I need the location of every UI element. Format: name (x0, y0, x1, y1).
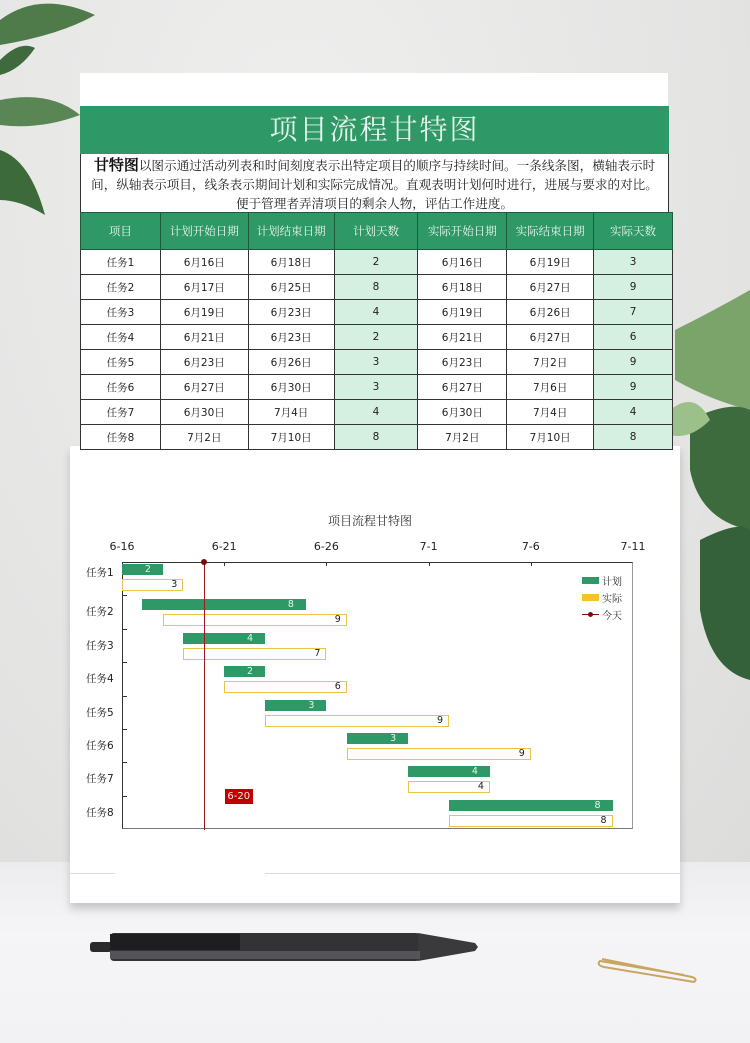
table-cell: 4 (334, 300, 418, 325)
x-tick-label: 6-21 (211, 540, 237, 553)
header-cell: 计划天数 (334, 213, 418, 250)
table-cell: 任务8 (81, 425, 161, 450)
table-cell: 6月26日 (507, 300, 594, 325)
table-cell: 6月30日 (418, 400, 507, 425)
plan-swatch-icon (582, 577, 599, 584)
table-cell: 8 (594, 425, 673, 450)
x-tick-label: 7-11 (620, 540, 646, 553)
table-cell: 任务4 (81, 325, 161, 350)
table-row (81, 250, 673, 275)
x-tick-mark (224, 562, 225, 566)
table-cell: 2 (334, 250, 418, 275)
table-cell: 9 (594, 350, 673, 375)
table-cell: 6月27日 (418, 375, 507, 400)
table-cell: 7 (594, 300, 673, 325)
plan-bar: 4 (408, 766, 490, 777)
table-row (81, 325, 673, 350)
table-row (81, 350, 673, 375)
plan-bar: 2 (122, 564, 163, 575)
header-cell: 实际结束日期 (507, 213, 594, 250)
actual-bar: 7 (183, 648, 326, 660)
plant-right-icon (670, 290, 750, 710)
divider (70, 873, 115, 874)
table-cell: 3 (594, 250, 673, 275)
table-row (81, 425, 673, 450)
actual-bar: 9 (347, 748, 531, 760)
y-axis-label: 任务7 (86, 773, 114, 786)
actual-bar: 9 (163, 614, 347, 626)
table-cell: 4 (334, 400, 418, 425)
gantt-chart (80, 500, 660, 840)
y-tick-mark (122, 629, 127, 630)
table-cell: 6月18日 (418, 275, 507, 300)
table-cell: 6月30日 (248, 375, 334, 400)
x-tick-label: 6-16 (109, 540, 135, 553)
table-cell: 任务3 (81, 300, 161, 325)
plan-bar: 2 (224, 666, 265, 677)
y-axis-label: 任务5 (86, 706, 114, 719)
table-cell: 任务2 (81, 275, 161, 300)
y-axis-label: 任务1 (86, 567, 114, 579)
x-tick-label: 7-1 (419, 540, 438, 553)
y-tick-mark (122, 762, 127, 763)
pen-icon (90, 930, 480, 964)
table-cell: 6 (594, 325, 673, 350)
table-cell: 6月27日 (507, 325, 594, 350)
table-cell: 7月6日 (507, 375, 594, 400)
table-cell: 6月16日 (418, 250, 507, 275)
table-cell: 3 (334, 375, 418, 400)
today-line (204, 562, 205, 830)
y-tick-mark (122, 595, 127, 596)
x-tick-mark (531, 562, 532, 566)
table-cell: 8 (334, 275, 418, 300)
table-cell: 9 (594, 275, 673, 300)
today-label: 6-20 (225, 789, 253, 804)
legend-item-today: 今天 (582, 606, 622, 623)
table-cell: 6月17日 (160, 275, 248, 300)
y-axis-label: 任务8 (86, 806, 114, 819)
paperclip-icon (594, 955, 698, 983)
task-table (80, 212, 673, 450)
actual-bar: 9 (265, 715, 449, 727)
x-tick-mark (429, 562, 430, 566)
table-cell: 3 (334, 350, 418, 375)
y-axis-label: 任务2 (86, 606, 114, 619)
y-tick-mark (122, 696, 127, 697)
chart-legend (582, 572, 622, 623)
table-cell: 6月23日 (160, 350, 248, 375)
description-bold: 甘特图 (93, 156, 139, 174)
header-cell: 计划结束日期 (248, 213, 334, 250)
table-cell: 6月21日 (160, 325, 248, 350)
table-cell: 6月23日 (248, 325, 334, 350)
table-cell: 2 (334, 325, 418, 350)
plan-bar: 3 (265, 700, 326, 711)
actual-bar: 6 (224, 681, 347, 693)
table-row (81, 400, 673, 425)
x-tick-mark (326, 562, 327, 566)
plan-bar: 8 (449, 800, 613, 811)
y-axis-label: 任务4 (86, 673, 114, 686)
y-tick-mark (122, 662, 127, 663)
table-cell: 7月10日 (248, 425, 334, 450)
chart-title: 项目流程甘特图 (327, 514, 412, 528)
header-cell: 计划开始日期 (160, 213, 248, 250)
x-tick-label: 7-6 (521, 540, 540, 553)
table-cell: 6月21日 (418, 325, 507, 350)
table-cell: 6月23日 (248, 300, 334, 325)
y-axis-label: 任务6 (86, 739, 114, 752)
plan-bar: 8 (142, 599, 306, 610)
description-text: 以图示通过活动列表和时间刻度表示出特定项目的顺序与持续时间。一条线条图，横轴表示时间，纵轴表示项目，线条表示期间计划和实际完成情况。直观表明计划何时进行，进展与要求的对比。便于管理者弄清项目的剩余人物，评估工作进度。 (91, 158, 658, 211)
table-cell: 任务5 (81, 350, 161, 375)
header-cell: 实际开始日期 (418, 213, 507, 250)
table-cell: 4 (594, 400, 673, 425)
table-cell: 6月19日 (160, 300, 248, 325)
table-cell: 任务6 (81, 375, 161, 400)
table-cell: 6月19日 (507, 250, 594, 275)
table-cell: 7月4日 (248, 400, 334, 425)
today-marker-icon (582, 614, 599, 615)
table-cell: 6月18日 (248, 250, 334, 275)
table-row (81, 275, 673, 300)
table-cell: 7月2日 (418, 425, 507, 450)
table-cell: 9 (594, 375, 673, 400)
table-cell: 8 (334, 425, 418, 450)
table-cell: 6月19日 (418, 300, 507, 325)
table-cell: 6月30日 (160, 400, 248, 425)
y-tick-mark (122, 729, 127, 730)
table-cell: 7月10日 (507, 425, 594, 450)
table-cell: 6月27日 (160, 375, 248, 400)
actual-swatch-icon (582, 594, 599, 601)
table-cell: 6月26日 (248, 350, 334, 375)
table-cell: 任务1 (81, 250, 161, 275)
y-tick-mark (122, 796, 127, 797)
table-cell: 7月2日 (507, 350, 594, 375)
divider (265, 873, 680, 874)
actual-bar: 8 (449, 815, 613, 827)
description (80, 154, 669, 212)
x-tick-label: 6-26 (313, 540, 339, 553)
table-cell: 7月4日 (507, 400, 594, 425)
legend-item-plan: 计划 (582, 572, 622, 589)
table-cell: 6月25日 (248, 275, 334, 300)
header-cell: 项目 (81, 213, 161, 250)
plan-bar: 4 (183, 633, 265, 644)
actual-bar: 3 (122, 579, 183, 591)
table-row (81, 375, 673, 400)
table-cell: 7月2日 (160, 425, 248, 450)
table-cell: 6月16日 (160, 250, 248, 275)
header-cell: 实际天数 (594, 213, 673, 250)
table-cell: 6月27日 (507, 275, 594, 300)
today-dot-icon (201, 559, 207, 565)
legend-item-actual: 实际 (582, 589, 622, 606)
table-header-row (81, 213, 673, 250)
table-cell: 6月23日 (418, 350, 507, 375)
actual-bar: 4 (408, 781, 490, 793)
table-row (81, 300, 673, 325)
plan-bar: 3 (347, 733, 408, 744)
y-axis-label: 任务3 (86, 639, 114, 652)
page-title: 项目流程甘特图 (80, 106, 669, 154)
table-cell: 任务7 (81, 400, 161, 425)
